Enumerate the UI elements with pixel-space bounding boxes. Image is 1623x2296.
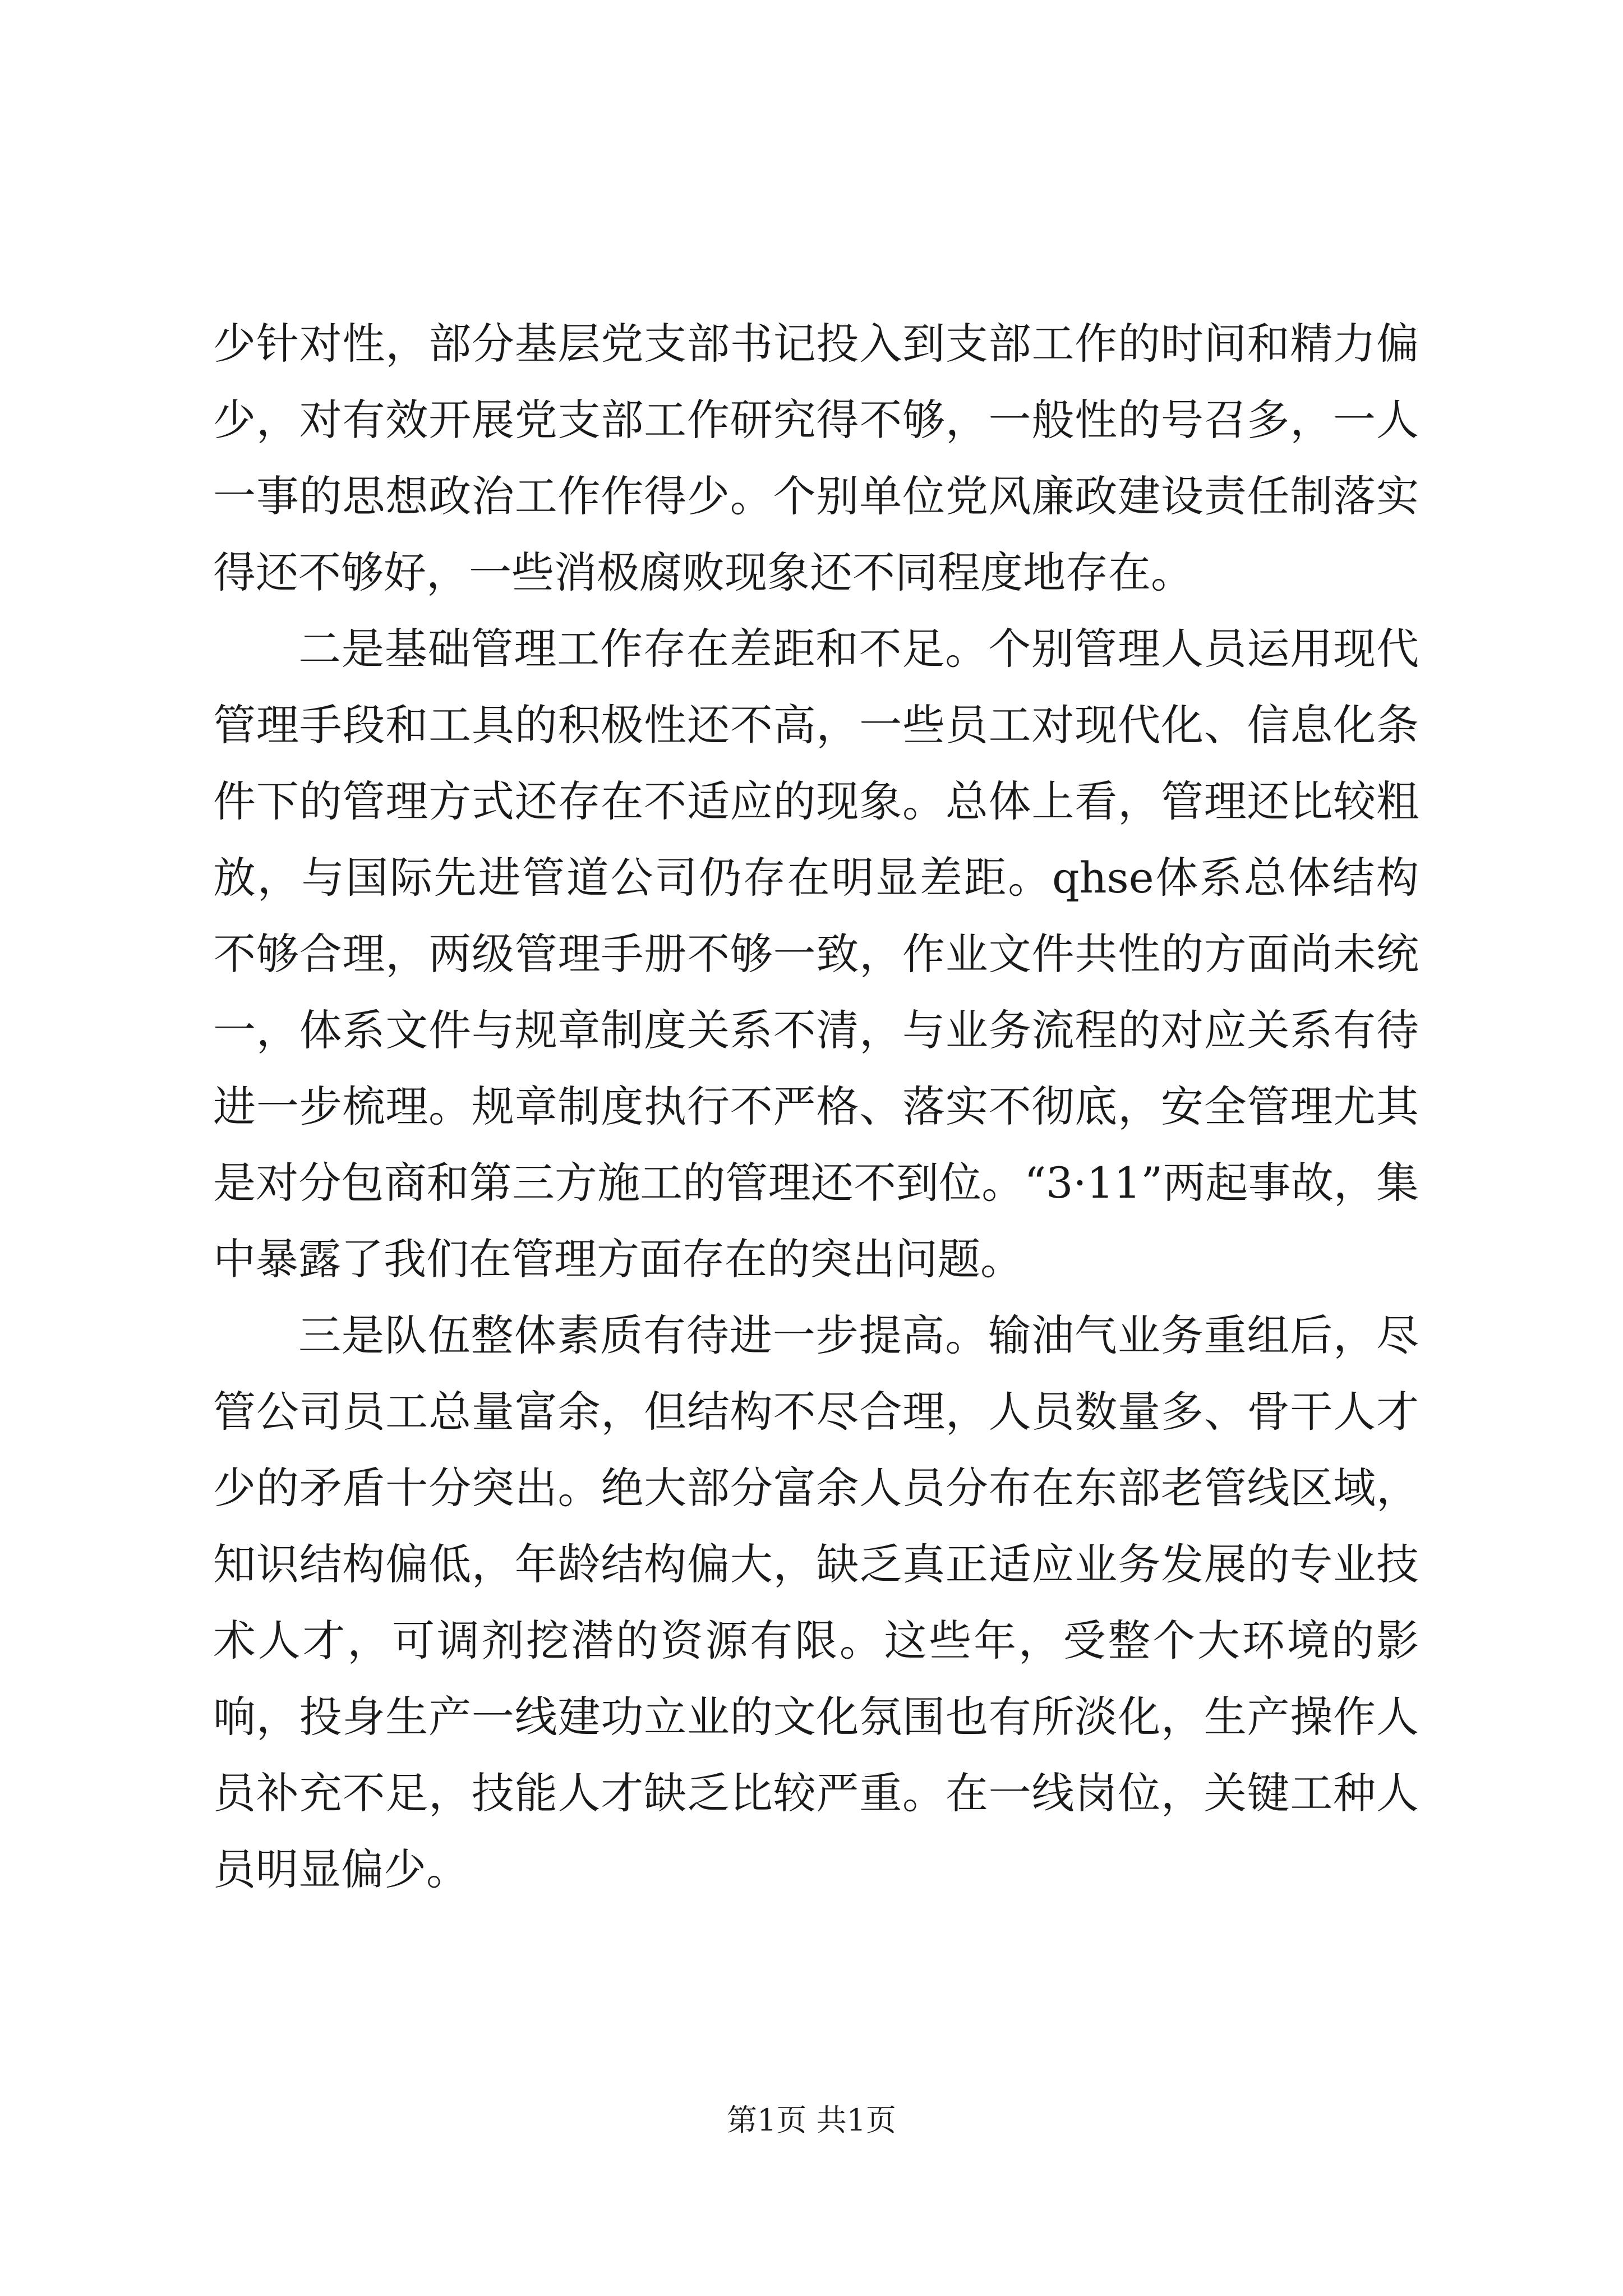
paragraph-2: 二是基础管理工作存在差距和不足。个别管理人员运用现代管理手段和工具的积极性还不高，一些员工对现代化、信息化条件下的管理方式还存在不适应的现象。总体上看，管理还比较粗放，与国际先进管道公司仍存在明显差距。qhse体系总体结构不够合理，两级管理手册不够一致，作业文件共性的方面尚未统一，体系文件与规章制度关系不清，与业务流程的对应关系有待进一步梳理。规章制度执行不严格、落实不彻底，安全管理尤其是对分包商和第三方施工的管理还不到位。“3·11”两起事故，集中暴露了我们在管理方面存在的突出问题。	[213, 624, 1419, 1284]
paragraph-3: 三是队伍整体素质有待进一步提高。输油气业务重组后，尽管公司员工总量富余，但结构不尽合理，人员数量多、骨干人才少的矛盾十分突出。绝大部分富余人员分布在东部老管线区域，知识结构偏低，年龄结构偏大，缺乏真正适应业务发展的专业技术人才，可调剂挖潜的资源有限。这些年，受整个大环境的影响，投身生产一线建功立业的文化氛围也有所淡化，生产操作人员补充不足，技能人才缺乏比较严重。在一线岗位，关键工种人员明显偏少。	[213, 1310, 1419, 1894]
document-body	[213, 306, 1419, 1908]
paragraph-1: 少针对性，部分基层党支部书记投入到支部工作的时间和精力偏少，对有效开展党支部工作研究得不够，一般性的号召多，一人一事的思想政治工作作得少。个别单位党风廉政建设责任制落实得还不够好，一些消极腐败现象还不同程度地存在。	[213, 319, 1419, 597]
page-footer: 第1页 共1页	[727, 2102, 896, 2138]
